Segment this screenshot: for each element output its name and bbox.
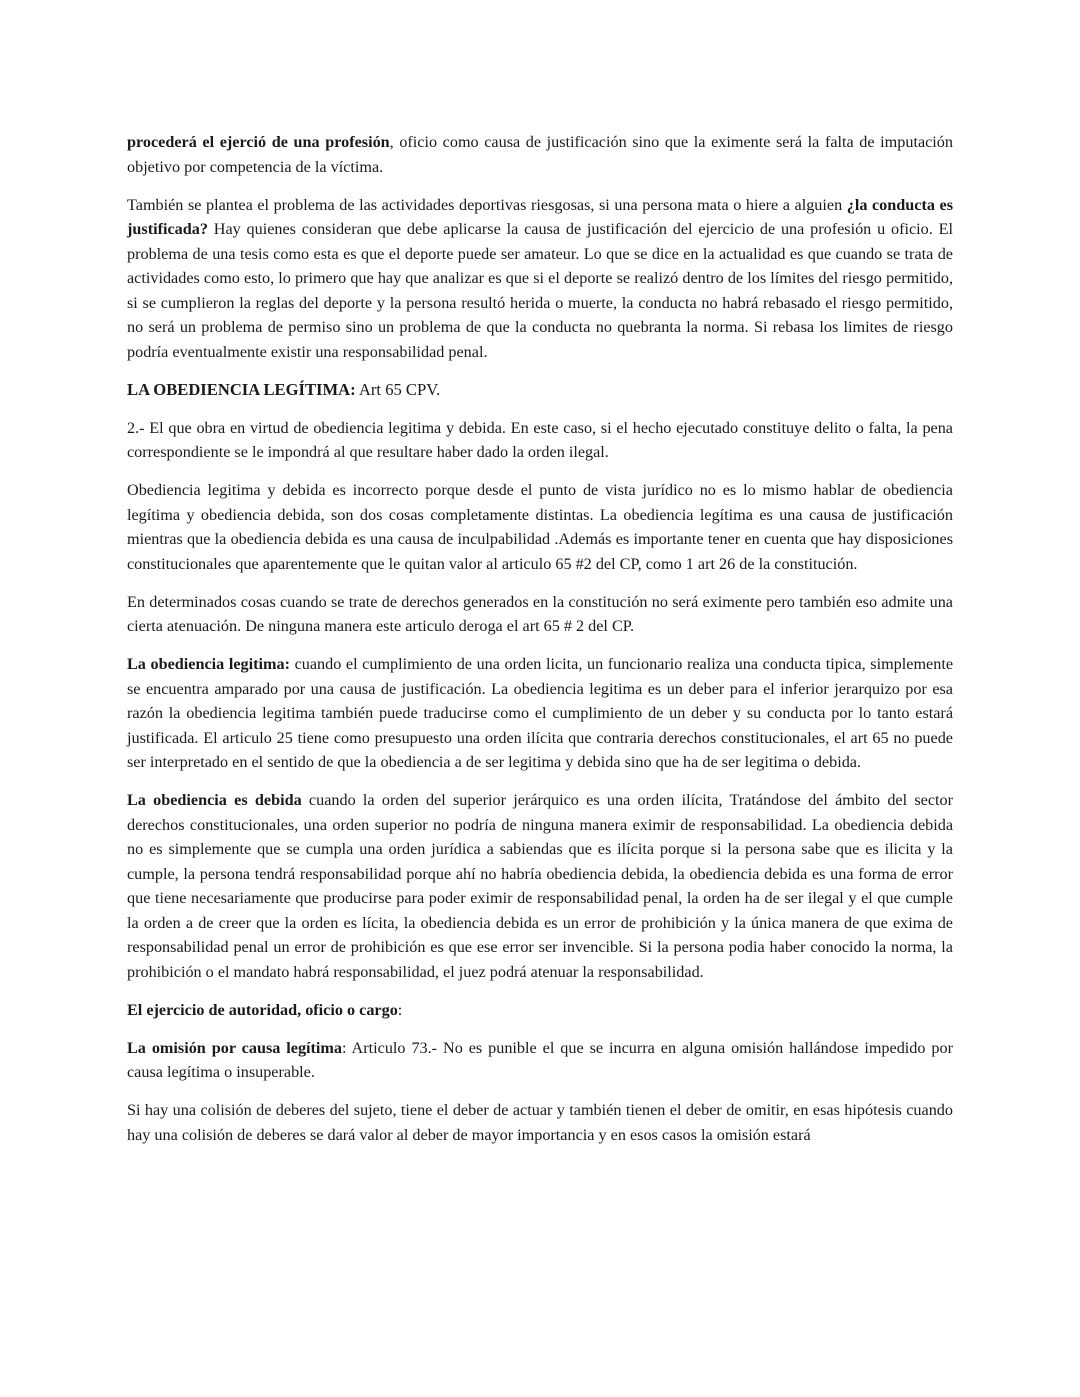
paragraph-actividades-deportivas bbox=[127, 193, 953, 365]
paragraph-text: Obediencia legitima y debida es incorrecto porque desde el punto de vista jurídico no es lo mismo hablar de obediencia legítima y obediencia debida, son dos cosas completamente distintas. La obediencia legítima es una causa de justificación mientras que la obediencia debida es una causa de inculpabilidad .Además es importante tener en cuenta que hay disposiciones constitucionales que aparentemente que le quitan valor al articulo 65 #2 del CP, como 1 art 26 de la constitución. bbox=[127, 481, 953, 573]
bold-lead: LA OBEDIENCIA LEGÍTIMA: bbox=[127, 379, 356, 399]
bold-lead: La obediencia es debida bbox=[127, 791, 302, 809]
document-page bbox=[127, 130, 953, 1161]
paragraph-omision-causa-legitima bbox=[127, 1036, 953, 1085]
bold-question: ¿la conducta es justificada? bbox=[127, 195, 954, 238]
paragraph-colision-deberes bbox=[127, 1098, 953, 1147]
paragraph-text: Si hay una colisión de deberes del sujeto, tiene el deber de actuar y también tienen el deber de omitir, en esas hipótesis cuando hay una colisión de deberes se dará valor al deber de mayor importancia y en esos casos la omisión estará bbox=[127, 1101, 953, 1144]
paragraph-text: Hay quienes consideran que debe aplicarse la causa de justificación del ejercicio de una profesión u oficio. El problema de una tesis como esta es que el deporte puede ser amateur. Lo que se dice en la actualidad es que cuando se trata de actividades como esto, lo primero que hay que analizar es que si el deporte se realizó dentro de los límites del riesgo permitido, si se cumplieron la reglas del deporte y la persona resultó herida o muerte, la conducta no habrá rebasado el riesgo permitido, no será un problema de permiso sino un problema de que la conducta no quebranta la norma. Si rebasa los limites de riesgo podría eventualmente existir una responsabilidad penal. bbox=[127, 220, 953, 361]
paragraph-profesion bbox=[127, 130, 953, 179]
paragraph-lead: También se plantea el problema de las actividades deportivas riesgosas, si una persona mata o hiere a alguien bbox=[127, 195, 847, 214]
paragraph-text: cuando el cumplimiento de una orden licita, un funcionario realiza una conducta tipica, simplemente se encuentra amparado por una causa de justificación. La obediencia legitima es un deber para el inferior jerarquizo por esa razón la obediencia legitima también puede traducirse como el cumplimiento de un deber y su conducta por lo tanto estará justificada. El articulo 25 tiene como presupuesto una orden ilícita que contraria derechos constitucionales, el art 65 no puede ser interpretado en el sentido de que la obediencia a de ser legitima y debida sino que ha de ser legitima o debida. bbox=[127, 655, 954, 771]
bold-lead: La omisión por causa legítima bbox=[127, 1038, 343, 1057]
bold-lead: El ejercicio de autoridad, oficio o cargo bbox=[127, 1000, 398, 1019]
heading-obediencia-legitima bbox=[127, 378, 953, 403]
paragraph-text: Art 65 CPV. bbox=[355, 379, 441, 399]
paragraph-articulo-65 bbox=[127, 416, 953, 465]
bold-lead: procederá el ejerció de una profesión bbox=[127, 133, 390, 151]
paragraph-text: En determinados cosas cuando se trate de derechos generados en la constitución no será eximente pero también eso admite una cierta atenuación. De ninguna manera este articulo deroga el art 65 # 2 del CP. bbox=[127, 592, 953, 635]
paragraph-text: 2.- El que obra en virtud de obediencia legitima y debida. En este caso, si el hecho ejecutado constituye delito o falta, la pena correspondiente se le impondrá al que resultare haber dado la orden ilegal. bbox=[127, 418, 953, 461]
paragraph-obediencia-incorrecto bbox=[127, 478, 953, 576]
paragraph-text: : Articulo 73.- No es punible el que se incurra en alguna omisión hallándose impedido por causa legítima o insuperable. bbox=[127, 1038, 953, 1081]
paragraph-obediencia-debida-def bbox=[127, 788, 953, 984]
paragraph-derechos-constitucion bbox=[127, 590, 953, 639]
paragraph-text: cuando la orden del superior jerárquico es una orden ilícita, Tratándose del ámbito del sector derechos constitucionales, una orden superior no podría de ninguna manera eximir de responsabilidad. La obediencia debida no es simplemente que se cumpla una orden jurídica a sabiendas que es ilícita porque si la persona sabe que es ilicita y la cumple, la persona tendrá responsabilidad porque ahí no habría obediencia debida, la obediencia debida es una forma de error que tiene necesariamente que producirse para poder eximir de responsabilidad penal, la orden ha de ser ilegal y el que cumple la orden a de creer que la orden es lícita, la obediencia debida es un error de prohibición y la única manera de que exima de responsabilidad penal un error de prohibición es que ese error ser invencible. Si la persona podia haber conocido la norma, la prohibición o el mandato habrá responsabilidad, el juez podrá atenuar la responsabilidad. bbox=[127, 791, 954, 981]
paragraph-text: : bbox=[397, 1000, 403, 1019]
heading-ejercicio-autoridad bbox=[127, 998, 953, 1023]
paragraph-obediencia-legitima-def bbox=[127, 652, 953, 775]
bold-lead: La obediencia legitima: bbox=[127, 655, 290, 673]
paragraph-text: , oficio como causa de justificación sino que la eximente será la falta de imputación objetivo por competencia de la víctima. bbox=[127, 133, 953, 176]
